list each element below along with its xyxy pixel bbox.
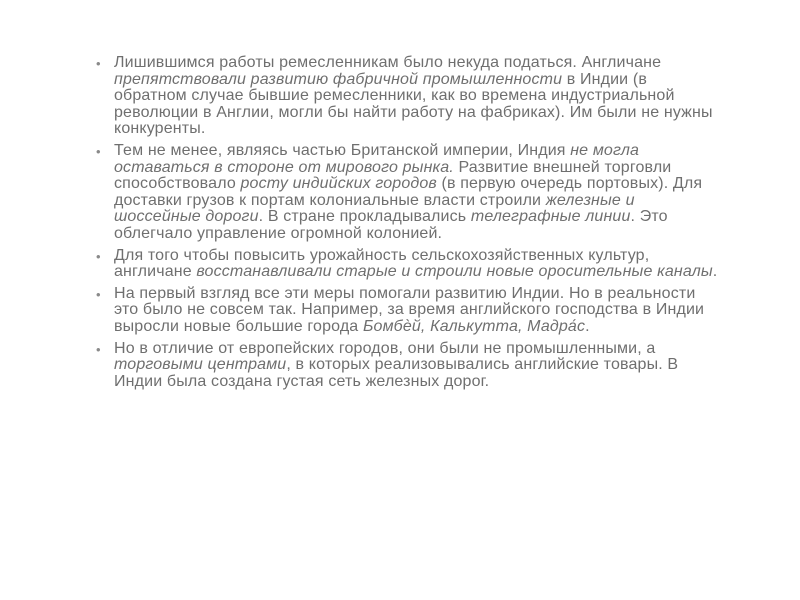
text-segment: , в которых реализовывались английские товары. В Индии была создана густая сеть железных дорог.: [114, 356, 679, 390]
text-segment: Тем не менее, являясь частью Британской империи, Индия: [114, 141, 571, 159]
emphasis-text: торговыми центрами: [114, 356, 287, 374]
bullet-item: [96, 341, 722, 391]
bullet-text: [114, 248, 722, 281]
emphasis-text: Бомбѐй, Калькутта, Мадра́с: [362, 317, 586, 335]
bullet-item: [96, 248, 722, 281]
bullet-item: [96, 143, 722, 243]
bullet-item: [96, 55, 722, 138]
text-segment: .: [585, 317, 590, 335]
emphasis-text: росту индийских городов: [240, 175, 437, 193]
bullet-item: [96, 286, 722, 336]
emphasis-text: телеграфные линии: [470, 208, 631, 226]
text-segment: Но в отличие от европейских городов, они были не промышленными, а: [114, 339, 656, 357]
text-segment: .: [712, 263, 718, 281]
text-segment: . Это облегчало управление огромной колонией.: [114, 208, 668, 242]
bullet-icon: •: [96, 248, 101, 264]
bullet-icon: •: [96, 143, 101, 159]
bullet-icon: •: [96, 341, 101, 357]
bullet-text: [114, 143, 722, 243]
emphasis-text: железные и шоссейные дороги: [114, 191, 635, 226]
bullet-text: [114, 341, 722, 391]
bullet-icon: •: [96, 56, 101, 71]
bullet-icon: •: [96, 286, 101, 302]
text-segment: На первый взгляд все эти меры помогали развитию Индии. Но в реальности это было не совсем так. Например, за время английского господства в Индии выросли новые большие города: [114, 284, 705, 335]
bullet-list: [96, 55, 722, 395]
bullet-text: [114, 55, 722, 138]
bullet-text: [114, 286, 722, 336]
emphasis-text: не могла оставаться в стороне от мирового рынка.: [114, 141, 640, 176]
text-segment: . В стране прокладывались: [258, 208, 471, 226]
text-segment: Лишившимся работы ремесленникам было некуда податься. Англичане: [114, 54, 662, 71]
emphasis-text: препятствовали развитию фабричной промышленности: [114, 70, 563, 88]
text-segment: (в первую очередь портовых). Для доставки грузов к портам колониальные власти строили: [114, 175, 703, 209]
text-segment: Развитие внешней торговли способствовало: [114, 158, 672, 193]
text-segment: в Индии (в обратном случае бывшие ремесленники, как во времена индустриальной революции в Англии, могли бы найти работу на фабриках). Им были не нужны конкуренты.: [114, 70, 713, 138]
text-segment: Для того чтобы повысить урожайность сельскохозяйственных культур, англичане: [114, 246, 650, 281]
emphasis-text: восстанавливали старые и строили новые оросительные каналы: [196, 263, 713, 281]
